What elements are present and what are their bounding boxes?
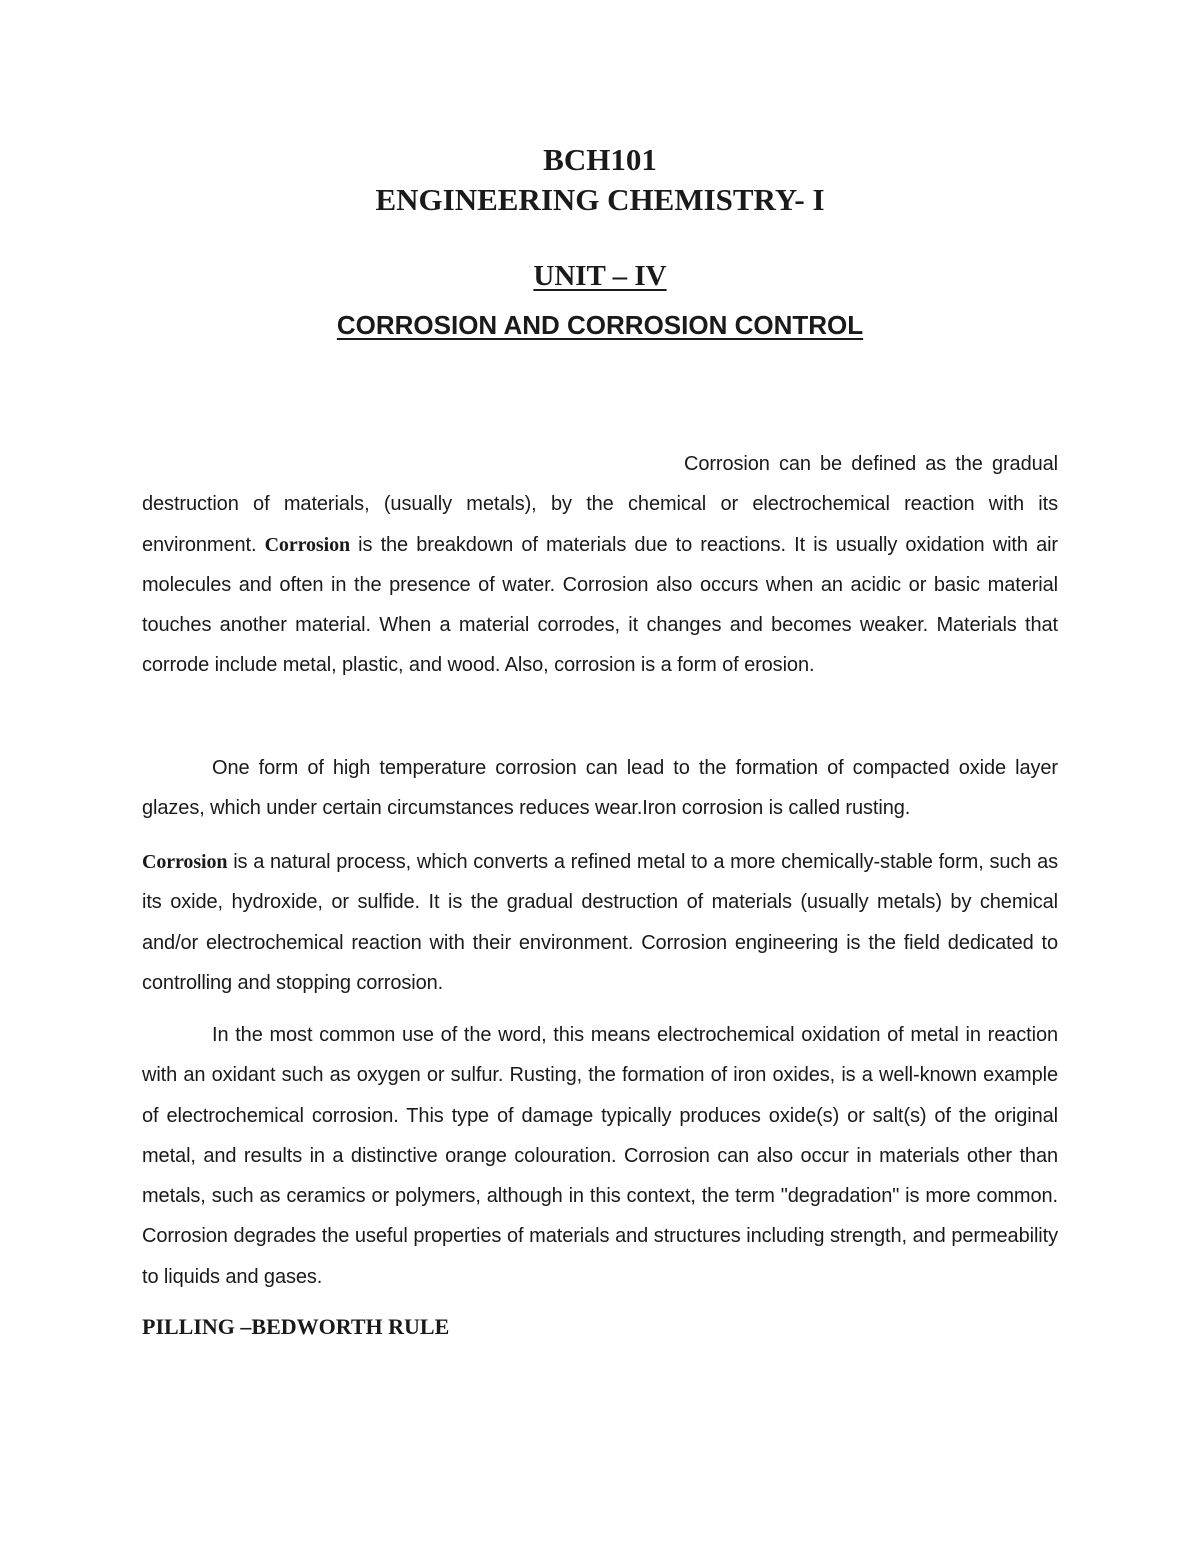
section-heading: PILLING –BEDWORTH RULE [142,1314,450,1339]
paragraph-high-temperature [142,748,1058,829]
paragraph-common-use [142,1015,1058,1297]
course-title: ENGINEERING CHEMISTRY- I [375,182,825,217]
paragraph-natural-process [142,842,1058,1003]
course-code: BCH101 [543,142,657,177]
topic-title: CORROSION AND CORROSION CONTROL [336,310,864,340]
paragraph-text: is a natural process, which converts a refined metal to a more chemically-stable form, such as its oxide, hydroxide, or sulfide. It is the gradual destruction of materials (usually metals) by chemical and/or electrochemical reaction with their environment. Corrosion engineering is the field dedicated to controlling and stopping corrosion. [142,851,1058,994]
bold-term: Corrosion [142,851,228,873]
paragraph-text: is the breakdown of materials due to reactions. It is usually oxidation with air molecules and often in the presence of water. Corrosion also occurs when an acidic or basic material touches another material. When a material corrodes, it changes and becomes weaker. Materials that corrode include metal, plastic, and wood. Also, corrosion is a form of erosion. [142,533,1058,677]
paragraph-corrosion-definition [142,444,1058,686]
bold-term: Corrosion [264,533,350,556]
unit-title: UNIT – IV [533,260,667,292]
paragraph-text: In the most common use of the word, this means electrochemical oxidation of metal in reaction with an oxidant such as oxygen or sulfur. Rusting, the formation of iron oxides, is a well-known example of electrochemical corrosion. This type of damage typically produces oxide(s) or salt(s) of the original metal, and results in a distinctive orange colouration. Corrosion can also occur in materials other than metals, such as ceramics or polymers, although in this context, the term "degradation" is more common. Corrosion degrades the useful properties of materials and structures including strength, and permeability to liquids and gases. [142,1024,1058,1288]
paragraph-text: One form of high temperature corrosion can lead to the formation of compacted oxide layer glazes, which under certain circumstances reduces wear.Iron corrosion is called rusting. [142,757,1058,820]
paragraph-text: Corrosion can be defined as the gradual destruction of materials, (usually metals), by the chemical or electrochemical reaction with its environment. [142,453,1058,556]
